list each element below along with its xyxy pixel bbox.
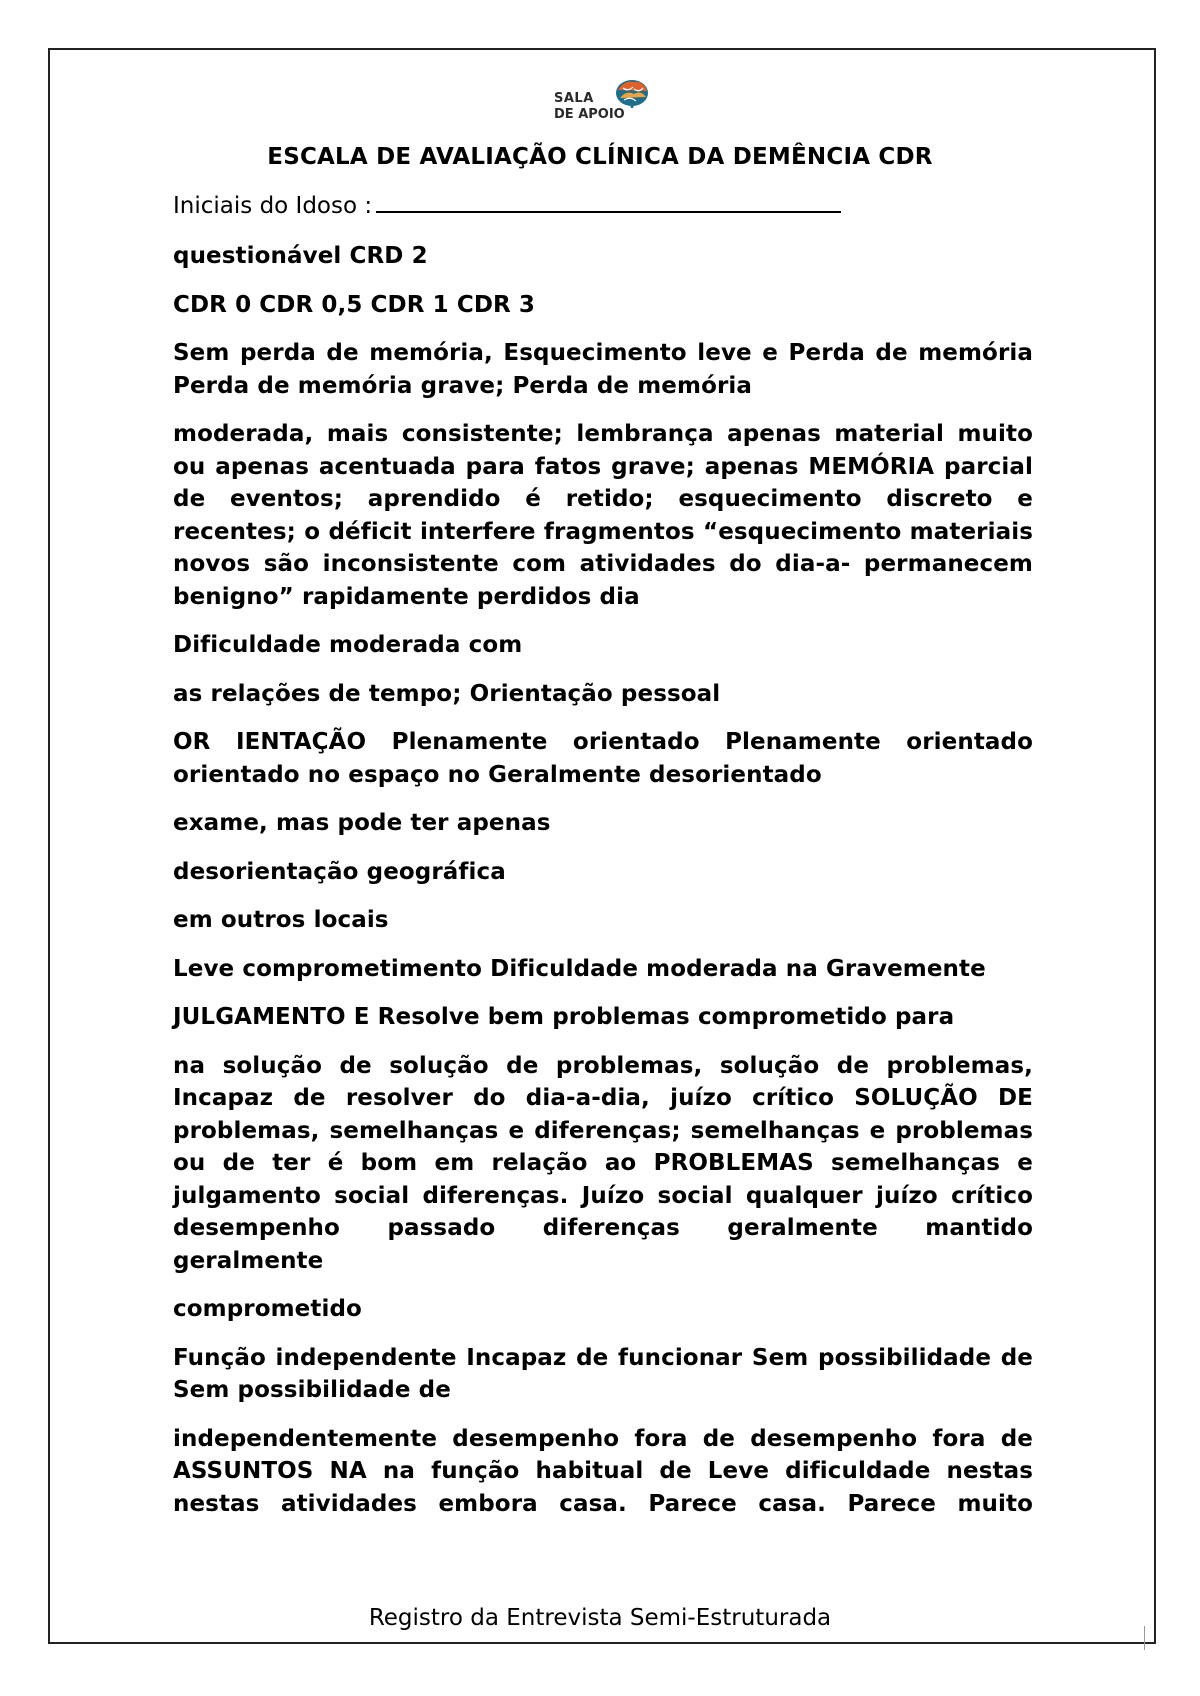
paragraph-4: moderada, mais consistente; lembrança apenas material muito ou apenas acentuada para fatos grave; apenas MEMÓRIA parcial de eventos; aprendido é retido; esquecimento discreto e recentes; o déficit interfere fragmentos “esquecimento materiais novos são inconsistente com atividades do dia-a- permanecem benigno” rapidamente perdidos dia (173, 421, 1033, 610)
paragraph-12: JULGAMENTO E Resolve bem problemas comprometido para (173, 1004, 955, 1030)
paragraph-8: exame, mas pode ter apenas (173, 810, 551, 836)
paragraph-10: em outros locais (173, 907, 389, 933)
paragraph-16: independentemente desempenho fora de desempenho fora de ASSUNTOS NA na função habitual de Leve dificuldade nestas nestas atividades embora casa. Parece casa. Parece muito (173, 1425, 1033, 1517)
logo-line-2: DE APOIO (554, 107, 625, 122)
page-footer: Registro da Entrevista Semi-Estruturada (368, 1605, 832, 1631)
paragraph-2: CDR 0 CDR 0,5 CDR 1 CDR 3 (173, 291, 536, 318)
paragraph-6: as relações de tempo; Orientação pessoal (173, 680, 721, 707)
paragraph-11: Leve comprometimento Dificuldade moderada na Gravemente (173, 955, 986, 982)
paragraph-13: na solução de solução de problemas, solução de problemas, Incapaz de resolver do dia-a-dia, juízo crítico SOLUÇÃO DE problemas, semelhanças e diferenças; semelhanças e problemas ou de ter é bom em relação ao PROBLEMAS semelhanças e julgamento social diferenças. Juízo social qualquer juízo crítico desempenho passado diferenças geralmente mantido geralmente (173, 1052, 1033, 1274)
paragraph-1: questionável CRD 2 (173, 243, 428, 269)
initials-label: Iniciais do Idoso : (173, 193, 373, 219)
logo-line-1: SALA (554, 91, 594, 106)
brain-icon (614, 78, 650, 108)
paragraph-7: OR IENTAÇÃO Plenamente orientado Plenamente orientado orientado no espaço no Geralmente desorientado (173, 729, 1033, 788)
text-cursor (1144, 1626, 1145, 1650)
paragraph-15: Função independente Incapaz de funcionar Sem possibilidade de Sem possibilidade de (173, 1344, 1033, 1403)
initials-field (173, 191, 841, 219)
paragraph-14: comprometido (173, 1296, 362, 1322)
paragraph-3: Sem perda de memória, Esquecimento leve e Perda de memória Perda de memória grave; Perda de memória (173, 340, 1033, 399)
sala-de-apoio-logo (548, 74, 668, 132)
paragraph-5: Dificuldade moderada com (173, 632, 523, 658)
document-body (173, 240, 1033, 1520)
paragraph-9: desorientação geográfica (173, 858, 506, 885)
initials-blank-line (376, 191, 841, 213)
document-title: ESCALA DE AVALIAÇÃO CLÍNICA DA DEMÊNCIA CDR (267, 144, 933, 170)
